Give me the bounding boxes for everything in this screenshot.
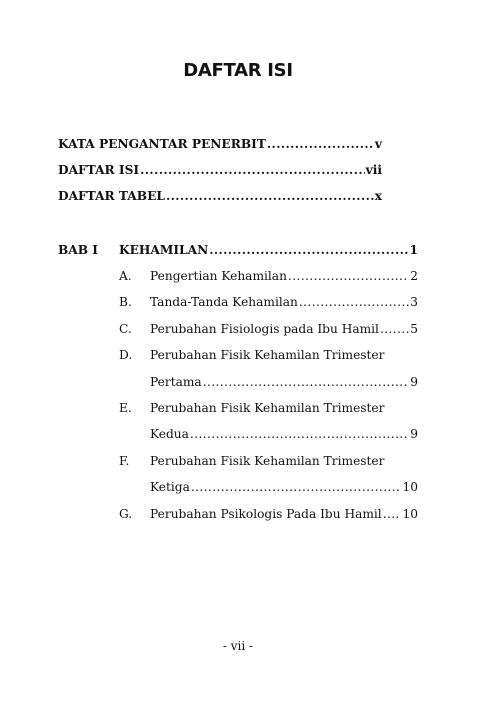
- item-letter: D.: [119, 348, 133, 362]
- toc-entry-label: Pengertian Kehamilan: [150, 269, 287, 283]
- chapter-number: BAB I: [58, 243, 99, 257]
- toc-entry-item-e[interactable]: [150, 426, 418, 442]
- dot-leader: [203, 374, 410, 390]
- dot-leader: [299, 294, 409, 310]
- toc-entry-page: 3: [410, 295, 418, 309]
- toc-entry-label: Tanda-Tanda Kehamilan: [150, 295, 298, 309]
- toc-entry-item-g[interactable]: [150, 506, 418, 522]
- toc-entry-label: Perubahan Fisiologis pada Ibu Hamil: [150, 322, 379, 336]
- toc-entry-page: vii: [365, 163, 382, 177]
- toc-entry-daftar-isi[interactable]: [58, 162, 382, 178]
- item-letter: F.: [119, 454, 130, 468]
- toc-entry-kata-pengantar[interactable]: [58, 136, 382, 152]
- toc-entry-page: 9: [410, 427, 418, 441]
- item-letter: E.: [119, 401, 132, 415]
- toc-entry-page: 2: [410, 269, 418, 283]
- dot-leader: [140, 162, 365, 178]
- toc-entry-page: 1: [409, 243, 418, 257]
- toc-entry-page: 9: [410, 375, 418, 389]
- toc-entry-item-c[interactable]: [150, 321, 418, 337]
- toc-entry-label: DAFTAR ISI: [58, 163, 140, 177]
- dot-leader: [166, 188, 374, 204]
- dot-leader: [288, 268, 409, 284]
- toc-entry-label: KEHAMILAN: [119, 243, 209, 257]
- dot-leader: [209, 242, 408, 258]
- page-number-footer: - vii -: [222, 639, 254, 653]
- toc-entry-label: Perubahan Psikologis Pada Ibu Hamil: [150, 507, 382, 521]
- toc-entry-label: Ketiga: [150, 480, 190, 494]
- toc-entry-label: Kedua: [150, 427, 189, 441]
- dot-leader: [383, 506, 402, 522]
- toc-entry-item-b[interactable]: [150, 294, 418, 310]
- toc-entry-chapter-title[interactable]: [119, 242, 418, 258]
- toc-entry-page: x: [374, 189, 382, 203]
- item-letter: G.: [119, 507, 133, 521]
- toc-entry-page: 5: [410, 322, 418, 336]
- toc-entry-page: 10: [402, 507, 418, 521]
- dot-leader: [380, 321, 409, 337]
- toc-entry-page: 10: [402, 480, 418, 494]
- toc-entry-label: KATA PENGANTAR PENERBIT: [58, 137, 266, 151]
- item-letter: C.: [119, 322, 132, 336]
- dot-leader: [190, 426, 409, 442]
- toc-entry-daftar-tabel[interactable]: [58, 188, 382, 204]
- item-letter: B.: [119, 295, 132, 309]
- dot-leader: [267, 136, 374, 152]
- dot-leader: [191, 479, 402, 495]
- toc-entry-label-line1: Perubahan Fisik Kehamilan Trimester: [150, 348, 385, 362]
- toc-entry-label-line1: Perubahan Fisik Kehamilan Trimester: [150, 454, 385, 468]
- toc-entry-page: v: [374, 137, 382, 151]
- page-title: DAFTAR ISI: [183, 60, 293, 81]
- toc-entry-item-d[interactable]: [150, 374, 418, 390]
- toc-entry-label-line1: Perubahan Fisik Kehamilan Trimester: [150, 401, 385, 415]
- toc-entry-item-a[interactable]: [150, 268, 418, 284]
- toc-entry-label: Pertama: [150, 375, 202, 389]
- item-letter: A.: [119, 269, 132, 283]
- toc-entry-item-f[interactable]: [150, 479, 418, 495]
- toc-entry-label: DAFTAR TABEL: [58, 189, 165, 203]
